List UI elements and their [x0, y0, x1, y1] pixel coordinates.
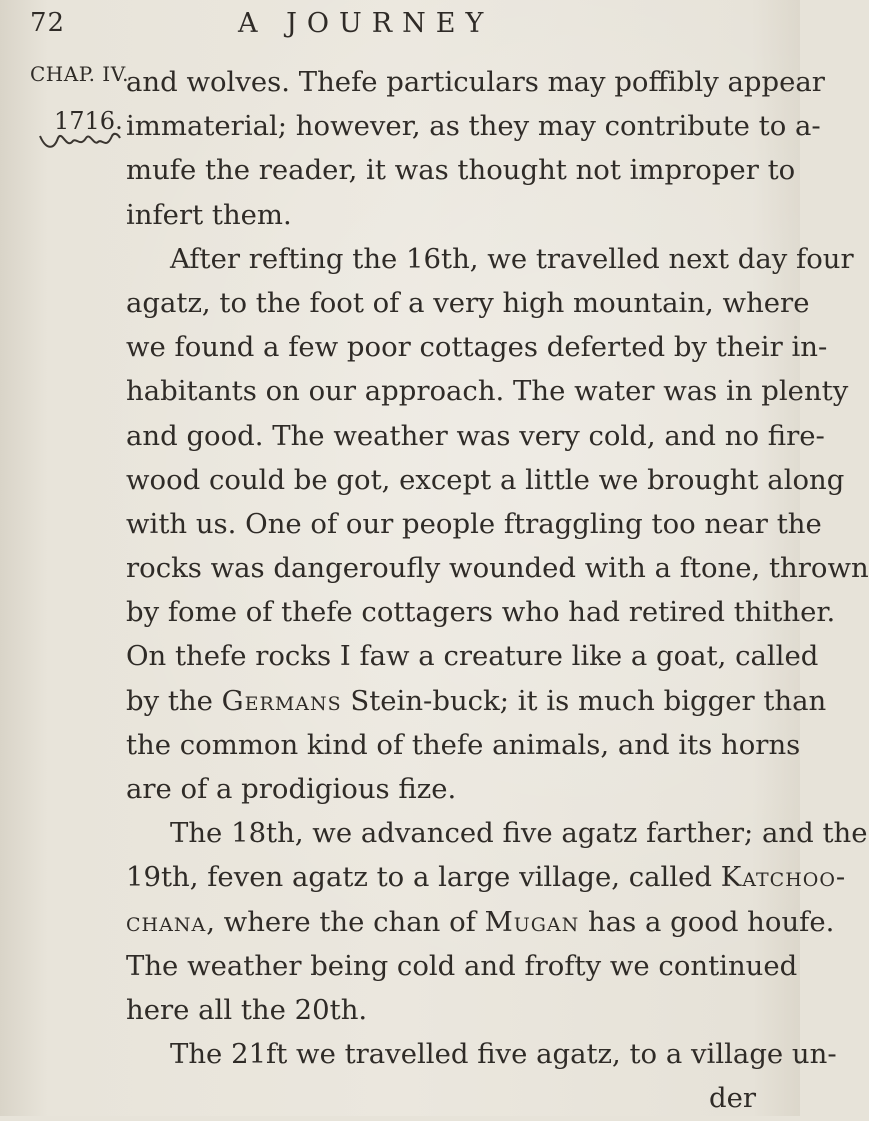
name-mugan: Mugan	[484, 905, 580, 938]
text-line-22: here all the 20th.	[126, 993, 368, 1026]
margin-year-note: 1716.	[54, 107, 123, 135]
text-line-19-start: 19th, feven agatz to a large village, called	[126, 861, 721, 894]
margin-flourish-icon	[36, 128, 124, 154]
text-line-4: infert them.	[126, 198, 292, 231]
text-line-3: mufe the reader, it was thought not improper to	[126, 154, 796, 187]
text-line-21: The weather being cold and frofty we continued	[126, 949, 798, 982]
text-line-23: The 21ft we travelled five agatz, to a village un-	[170, 1038, 837, 1071]
text-line-12: rocks was dangeroufly wounded with a ftone, thrown	[126, 552, 869, 585]
place-chana: chana	[126, 905, 207, 938]
page-number: 72	[30, 8, 66, 38]
margin-chapter-note: CHAP. IV.	[30, 62, 130, 86]
text-line-20-mid: , where the chan of	[206, 905, 485, 938]
text-line-2: immaterial; however, as they may contribute to a-	[126, 110, 821, 143]
text-line-1: and wolves. Thefe particulars may poffibly appear	[126, 66, 825, 98]
text-line-14: On thefe rocks I faw a creature like a goat, called	[126, 640, 819, 673]
body-text	[126, 60, 869, 1121]
place-katchoo: Katchoo-	[720, 861, 847, 894]
text-line-18: The 18th, we advanced five agatz farther; and the	[170, 817, 868, 850]
text-line-20	[126, 900, 835, 944]
text-line-13: by fome of thefe cottagers who had retired thither.	[126, 596, 836, 629]
text-line-17: are of a prodigious fize.	[126, 773, 457, 805]
text-line-8: habitants on our approach. The water was in plenty	[126, 375, 849, 408]
text-line-9: and good. The weather was very cold, and no fire-	[126, 419, 825, 452]
text-line-16: the common kind of thefe animals, and its horns	[126, 728, 801, 761]
catchword: der	[708, 1082, 756, 1115]
text-line-10: wood could be got, except a little we brought along	[126, 463, 845, 496]
text-line-6: agatz, to the foot of a very high mountain, where	[126, 286, 810, 319]
germans-small-caps: Germans	[221, 684, 342, 717]
running-title: A JOURNEY	[238, 8, 494, 39]
text-line-15	[126, 679, 827, 723]
text-line-20-rest: has a good houfe.	[579, 905, 835, 938]
text-line-15-start: by the	[126, 684, 222, 717]
text-line-15-rest: Stein-buck; it is much bigger than	[341, 684, 827, 717]
text-line-11: with us. One of our people ftraggling too near the	[126, 507, 822, 540]
text-line-5: After refting the 16th, we travelled next day four	[170, 242, 854, 275]
text-line-19	[126, 855, 847, 899]
text-line-7: we found a few poor cottages deferted by their in-	[126, 331, 828, 364]
